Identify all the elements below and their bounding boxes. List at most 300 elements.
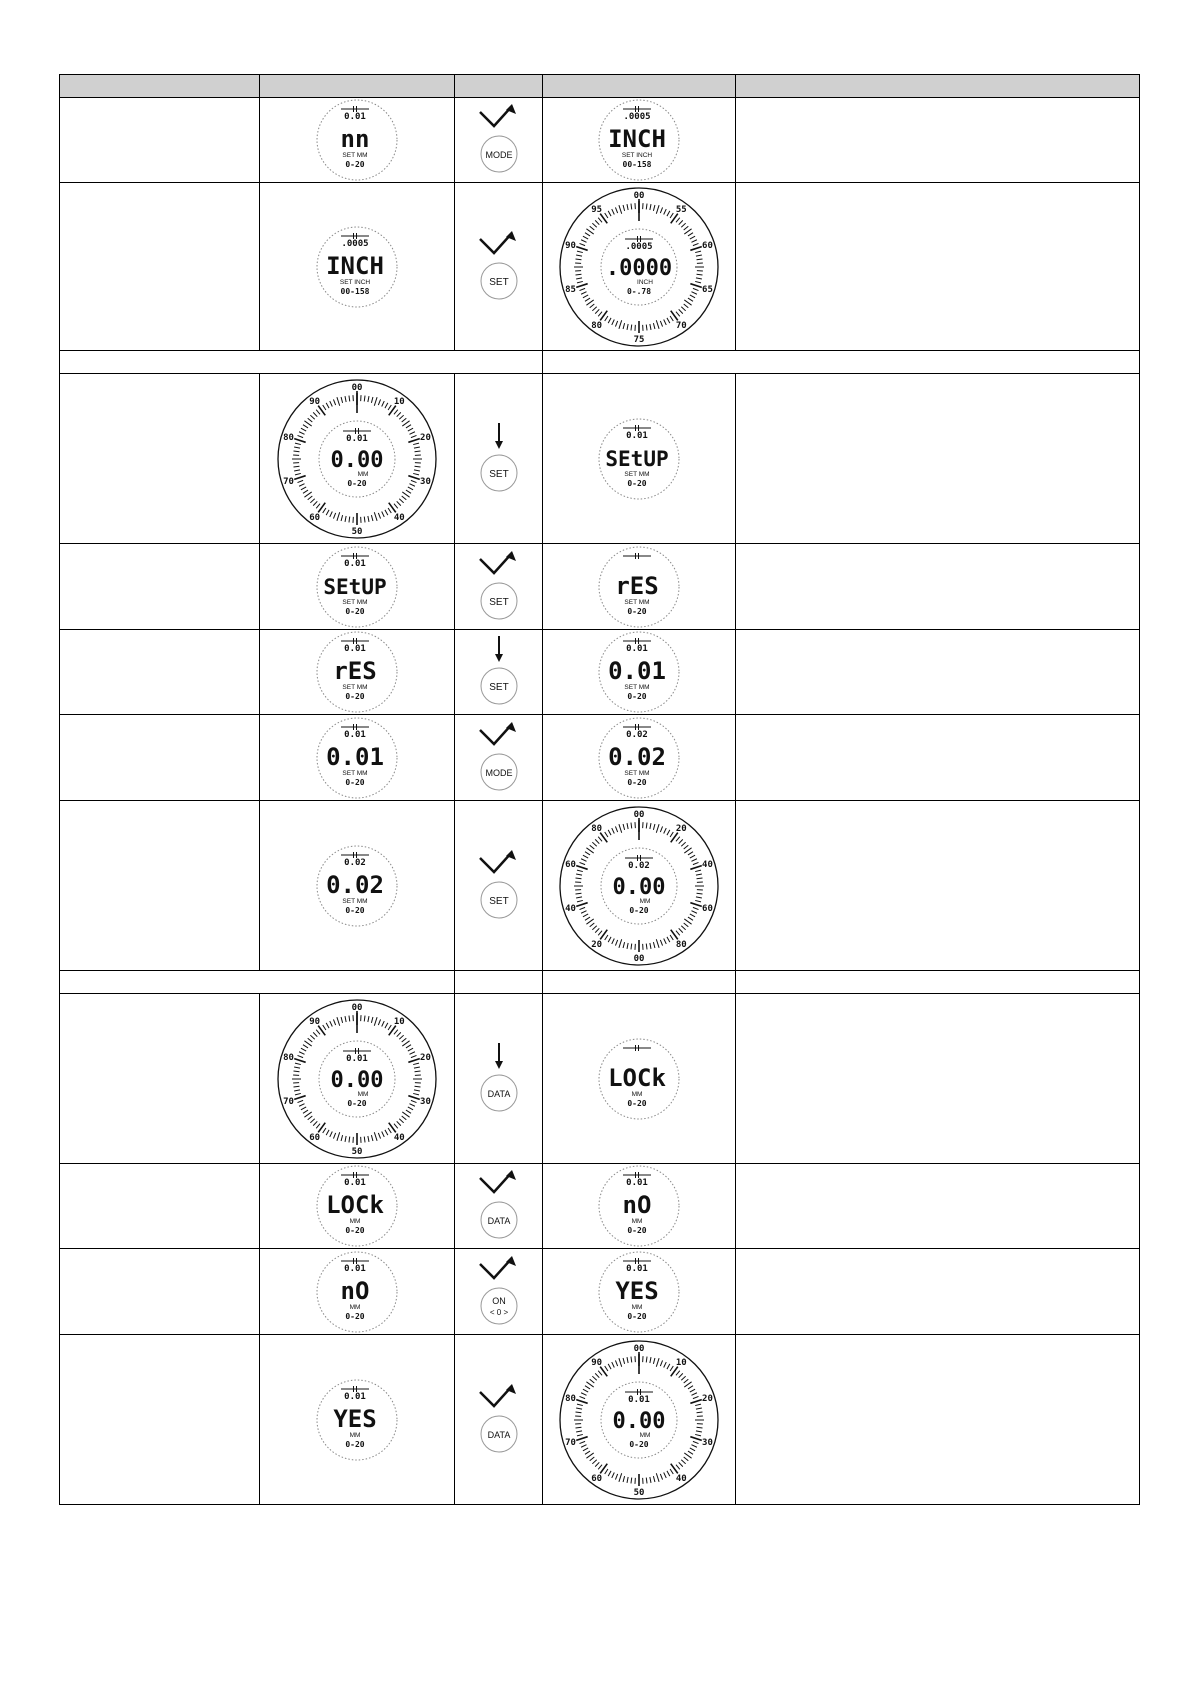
section-cell [60,351,543,374]
dial-tick [667,317,670,322]
dial-tick [697,274,703,275]
dial-tick [394,503,398,508]
lcd-range: 0-20 [345,777,365,787]
dial-tick [402,495,407,499]
dial-tick [615,320,617,326]
dial-label: 40 [565,903,576,914]
resolution-value: 0.01 [344,1391,366,1402]
dial-tick [402,491,409,496]
lcd-range: 0-20 [345,160,365,169]
dial-tick [397,501,401,505]
dial-tick [323,1024,326,1029]
display-after-cell [543,801,736,971]
step-cell [60,801,260,971]
resolution-value: 0.02 [628,860,650,871]
section-cell [455,971,543,994]
dial-tick [299,483,304,486]
lcd-flags: SET MM [342,152,368,159]
lcd-unit: MM [639,897,651,905]
dial-tick [693,1441,699,1443]
dial-tick [576,258,582,259]
dial-tick [660,1360,662,1366]
resolution-value: 0.01 [346,433,368,444]
dial-label: 85 [565,284,576,295]
dial-tick [294,1086,300,1087]
lcd-range: 0-20 [627,606,647,616]
lcd-display [315,716,399,800]
dial-tick [577,900,583,901]
dial-tick [690,294,695,297]
dial-tick [650,1476,651,1482]
dial-tick [415,450,421,451]
dial-label: 90 [591,1357,603,1368]
dial-tick [371,1135,372,1141]
dial-tick [684,922,689,926]
dial-tick [406,1110,411,1113]
dial-tick [696,255,702,256]
step-cell [60,1249,260,1335]
dial-tick [294,475,305,479]
dial-tick [301,428,306,431]
dial-tick [684,1379,689,1383]
lcd-main-reading: YES [615,1276,659,1305]
dial-tick [313,501,317,505]
dial-tick [313,1121,317,1125]
dial-tick [690,283,701,287]
dial-tick [576,274,582,275]
dial-tick [583,855,588,858]
description-cell [736,715,1140,801]
dial-tick [605,1365,608,1370]
step-cell [60,183,260,351]
dial-tick [586,847,593,852]
dial-tick [294,447,300,448]
header-row [60,75,1140,98]
dial-label: 60 [591,1473,603,1484]
lcd-flags: SET MM [342,897,368,905]
button-label: SET [488,895,509,907]
lcd-main-reading: rES [333,657,377,685]
dial-tick [326,1022,329,1027]
dial-tick [406,424,411,427]
dial-tick [653,1476,654,1482]
dial-tick [303,1044,308,1047]
lcd-display [597,417,681,501]
dial-tick [382,511,385,516]
dial-tick [304,1111,311,1116]
dial-tick [364,1136,365,1142]
dial-tick [631,1356,632,1362]
lcd-main-reading: 0.00 [330,447,384,473]
operation-cell [455,1249,543,1335]
lcd-unit: INCH [637,278,653,286]
dial-label: 30 [702,1437,713,1448]
description-cell [736,1249,1140,1335]
dial-tick [679,309,683,313]
lcd-range: 0-20 [347,478,367,488]
dial-label: 70 [675,320,687,331]
dial-tick [576,1430,582,1431]
step-cell [60,374,260,544]
dial-label: 60 [309,1132,321,1143]
dial-tick [337,397,340,406]
step-cell [60,1335,260,1505]
operation-cell [455,183,543,351]
dial-tick [598,1370,602,1375]
dial-tick [667,936,670,941]
display-after-cell [543,544,736,630]
dial-tick [623,942,624,948]
dial-tick [583,1389,588,1392]
dial-tick [695,1434,701,1435]
dial-tick [679,839,683,843]
resolution-value: 0.01 [628,1394,650,1405]
dial-tick [330,511,333,516]
dial-tick [415,466,421,467]
lcd-main-reading: LOCk [608,1063,666,1092]
dial-tick [693,288,699,290]
lcd-flags: SET MM [342,598,368,606]
dial-tick [590,1379,595,1383]
dial-tick [619,205,622,214]
dial-tick [676,1370,680,1375]
resolution-value: 0.01 [344,1263,366,1274]
dial-label: 20 [675,823,687,834]
lcd-range: 0-20 [347,1098,367,1108]
dial-tick [605,1468,608,1473]
operation-icon [474,102,524,178]
dial-label: 70 [565,1437,576,1448]
lcd-main-reading: 0.00 [612,874,666,900]
dial-tick [605,212,608,217]
lcd-display [597,630,681,714]
dial-tick [690,855,695,858]
table-row [60,183,1140,351]
dial-tick [294,1067,300,1068]
dial-tick [402,1038,407,1042]
lcd-flags: MM [631,1090,643,1098]
dial-label: 65 [702,284,713,295]
dial-tick [664,209,667,214]
button-label: DATA [487,1216,510,1226]
dial-tick [579,243,585,245]
operation-cell [455,98,543,183]
dial-tick [385,509,388,514]
operation-icon [474,1382,524,1458]
dial-tick [303,490,308,493]
dial-tick [576,874,582,875]
display-after-cell [543,1335,736,1505]
dial-tick [631,1477,632,1483]
button-label: DATA [487,1429,510,1440]
dial-label: 10 [393,1016,405,1027]
dial-tick [605,315,608,320]
dial-tick [330,1131,333,1136]
dial-tick [297,435,303,437]
lcd-main-reading: nn [340,125,370,153]
dial-tick [583,913,588,916]
dial-tick [368,1016,369,1022]
operation-icon [474,421,524,497]
dial-tick [667,1363,670,1368]
operation-icon [474,720,524,796]
dial-tick [690,1447,695,1450]
lcd-flags: MM [349,1218,361,1225]
dial-tick [619,939,622,948]
dial-tick [308,418,313,422]
dial-tick [646,324,647,330]
dial-display [558,1339,720,1501]
dial-tick [697,258,703,259]
dial-tick [297,480,303,482]
dial-tick [382,401,385,406]
dial-tick [394,1123,398,1128]
lcd-unit: MM [357,470,369,478]
lcd-flags: SET MM [624,598,650,606]
dial-tick [684,1381,691,1386]
dial-tick [688,232,693,235]
dial-tick [691,910,696,913]
dial-tick [341,515,342,521]
dial-tick [681,223,685,227]
dial-tick [681,1376,685,1380]
resolution-value: .0005 [625,241,653,252]
dial-label: 60 [309,512,321,523]
dial-tick [349,1015,350,1021]
dial-tick [592,306,596,310]
lcd-display [315,1378,399,1462]
dial-tick [608,829,611,834]
lcd-main-reading: .0000 [605,255,673,281]
dial-label: 80 [283,432,294,443]
dial-tick [316,409,320,414]
dial-tick [697,893,703,894]
description-cell [736,1335,1140,1505]
lcd-main-reading: 0.02 [326,870,384,899]
dial-label: 80 [565,1393,576,1404]
dial-tick [310,415,314,419]
dial-tick [415,1086,421,1087]
dial-tick [631,203,632,209]
dial-tick [664,319,667,324]
button-label: MODE [485,767,512,778]
header-cell-operation [455,75,543,98]
dial-tick [408,438,419,442]
dial-tick [577,870,583,871]
operation-cell [455,994,543,1164]
dial-label: 50 [351,526,363,537]
dial-tick [333,1132,335,1138]
description-cell [736,98,1140,183]
dial-tick [608,210,611,215]
dial-tick [411,435,417,437]
dial-tick [308,1038,313,1042]
dial-label: 80 [675,939,687,950]
dial-tick [688,917,693,920]
dial-tick [294,466,300,467]
dial-tick [653,824,654,830]
dial-tick [388,507,391,512]
dial-tick [664,1472,667,1477]
dial-tick [294,469,300,470]
dial-tick [664,1362,667,1367]
section-divider-row [60,351,1140,374]
display-before-cell [260,715,455,801]
description-cell [736,183,1140,351]
dial-tick [696,874,702,875]
dial-label: 55 [675,204,687,215]
dial-tick [408,1058,419,1062]
dial-tick [301,486,306,489]
dial-tick [676,1464,680,1469]
dial-tick [408,475,419,479]
dial-tick [576,1399,587,1403]
dial-tick [690,902,701,906]
dial-tick [374,1017,377,1026]
dial-tick [670,315,673,320]
dial-tick [345,515,346,521]
lcd-flags: SET MM [624,769,650,777]
dial-tick [691,858,696,861]
dial-tick [693,862,699,864]
dial-tick [696,896,702,897]
step-cell [60,715,260,801]
dial-tick [581,291,586,294]
dial-display [276,378,438,540]
dial-tick [679,928,683,932]
dial-tick [656,1358,659,1367]
operation-icon [474,634,524,710]
dial-tick [402,1111,409,1116]
header-cell-display-after [543,75,736,98]
dial-tick [414,469,420,470]
dial-tick [323,507,326,512]
dial-tick [388,404,391,409]
dial-tick [688,298,693,301]
dial-tick [631,324,632,330]
dial-tick [623,1476,624,1482]
dial-tick [308,1115,313,1119]
dial-label: 60 [565,859,576,870]
dial-tick [650,1357,651,1363]
dial-tick [667,829,670,834]
dial-tick [619,320,622,329]
dial-tick [301,1106,306,1109]
lcd-main-reading: rES [615,571,659,600]
lcd-display [597,545,681,629]
lcd-display [315,545,399,629]
dial-tick [341,1017,342,1023]
dial-tick [695,900,701,901]
dial-tick [690,236,695,239]
dial-tick [585,232,590,235]
dial-tick [316,503,320,508]
dial-tick [316,1029,320,1034]
dial-tick [576,1427,582,1428]
table-row [60,374,1140,544]
dial-tick [579,907,585,909]
lcd-flags: SET MM [342,684,368,691]
dial-tick [399,1118,403,1122]
dial-tick [676,217,680,222]
lcd-unit: MM [357,1090,369,1098]
step-cell [60,98,260,183]
dial-label: 00 [633,809,645,820]
lcd-range: 0-20 [629,1439,649,1449]
dial-tick [330,401,333,406]
dial-tick [693,1396,699,1398]
dial-tick [598,311,602,316]
operation-icon [474,229,524,305]
dial-tick [294,450,300,451]
dial-label: 10 [393,396,405,407]
dial-tick [585,1385,590,1388]
lcd-display [315,1164,399,1248]
dial-tick [656,320,659,329]
dial-tick [294,1089,300,1090]
operation-cell [455,801,543,971]
dial-tick [627,1357,628,1363]
dial-tick [326,509,329,514]
dial-tick [696,1408,702,1409]
resolution-value: 0.01 [344,644,366,654]
dial-tick [691,291,696,294]
dial-label: 95 [591,204,603,215]
dial-tick [577,1404,583,1405]
dial-tick [690,913,695,916]
dial-display [558,805,720,967]
dial-tick [415,1070,421,1071]
dial-tick [576,246,587,250]
display-after-cell [543,630,736,715]
resolution-value: 0.01 [344,558,366,569]
dial-tick [581,1444,586,1447]
display-after-cell [543,715,736,801]
dial-tick [295,473,301,474]
dial-label: 40 [393,512,405,523]
dial-tick [650,323,651,329]
dial-tick [684,299,691,304]
dial-tick [615,1473,617,1479]
dial-tick [608,936,611,941]
dial-tick [627,323,628,329]
lcd-range: 0-20 [629,905,649,915]
dial-tick [402,1040,409,1045]
dial-tick [304,420,311,425]
dial-tick [397,1121,401,1125]
dial-tick [411,480,417,482]
lcd-range: 0-20 [627,478,647,488]
dial-tick [667,210,670,215]
dial-label: 20 [420,1052,431,1063]
dial-tick [349,1136,350,1142]
dial-tick [650,823,651,829]
dial-tick [333,512,335,518]
dial-tick [299,1051,304,1054]
lcd-main-reading: SEtUP [323,574,387,599]
dial-tick [409,483,414,486]
table-row [60,994,1140,1164]
dial-tick [696,277,702,278]
dial-tick [409,431,414,434]
dial-tick [612,1362,615,1367]
dial-tick [608,1470,611,1475]
dial-tick [345,1016,346,1022]
header-cell-display-before [260,75,455,98]
operation-cell [455,1335,543,1505]
dial-tick [397,1032,401,1036]
dial-tick [670,831,673,836]
